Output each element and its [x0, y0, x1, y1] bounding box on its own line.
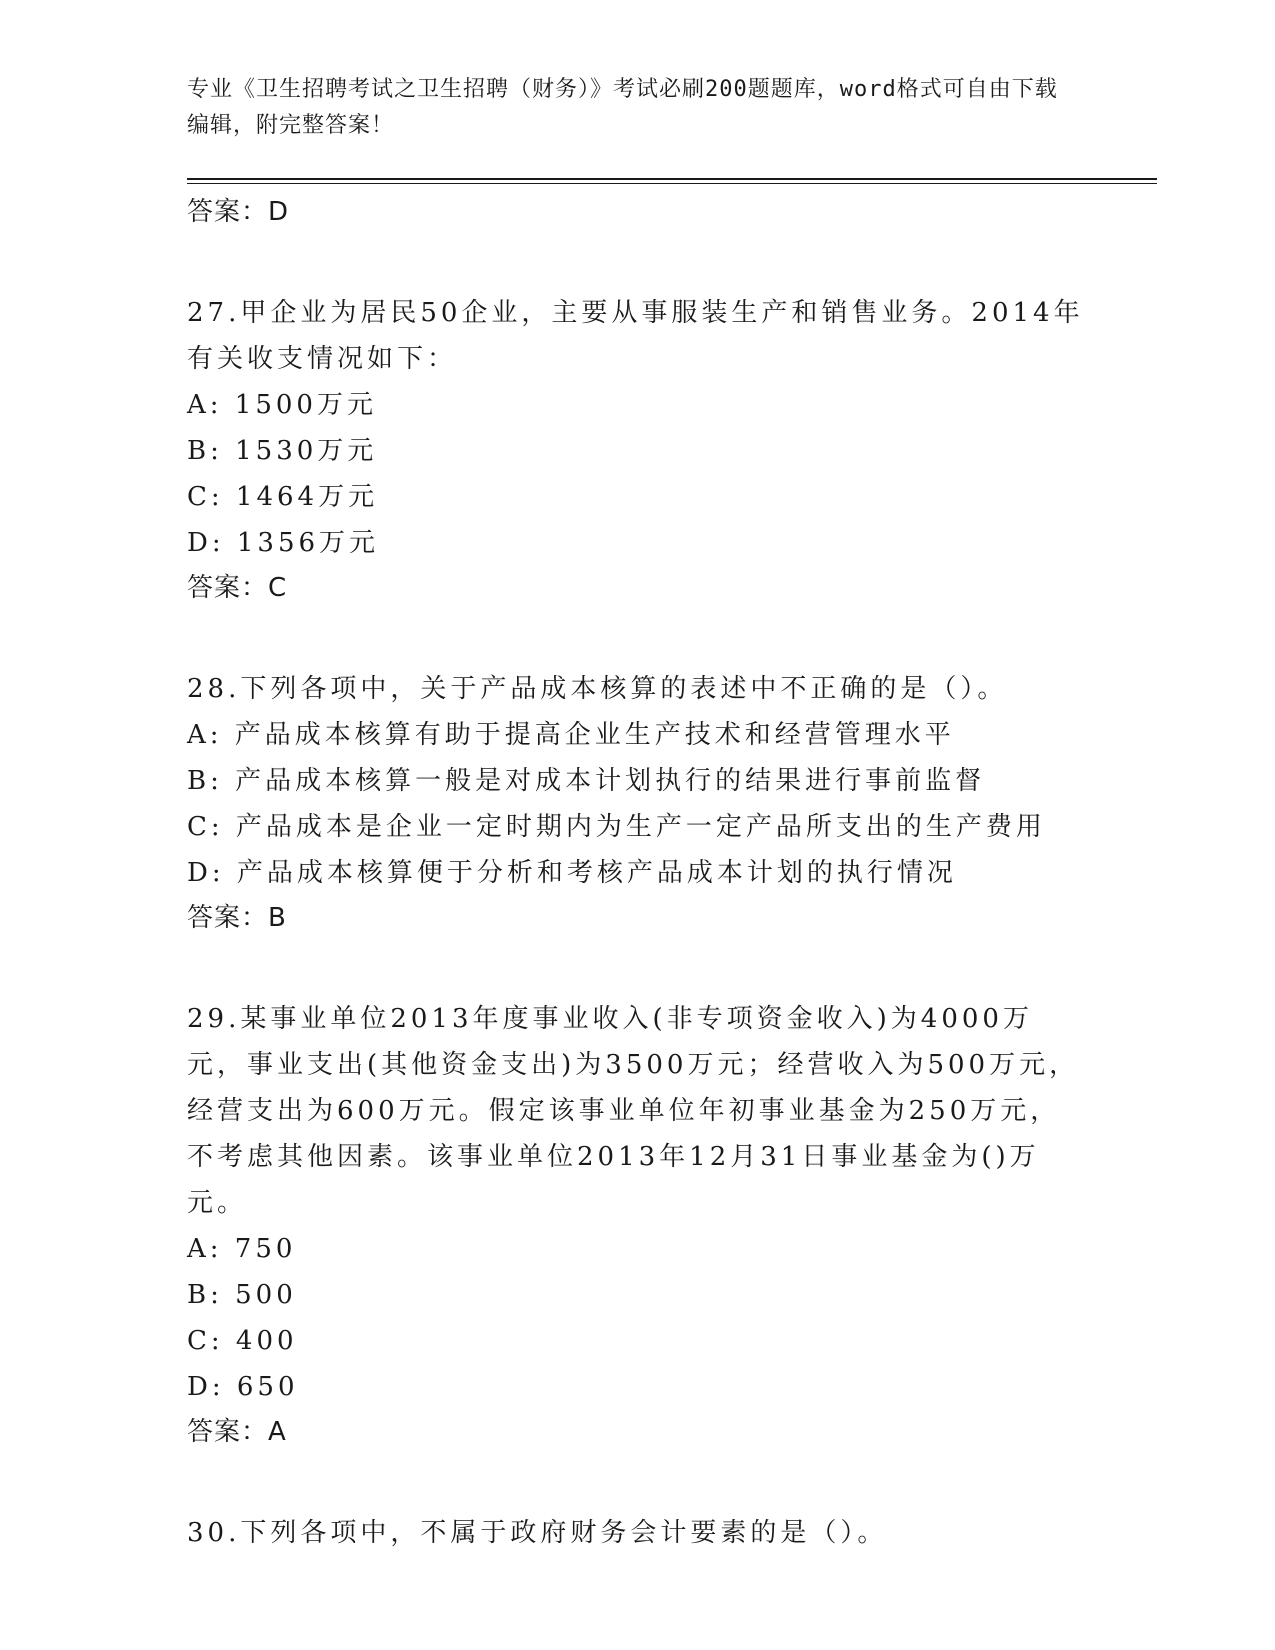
question-29-stem: 29.某事业单位2013年度事业收入(非专项资金收入)为4000万元，事业支出(其他资金支出)为3500万元；经营收入为500万元，经营支出为600万元。假定该事业单位年初事业基金为250万元，不考虑其他因素。该事业单位2013年12月31日事业基金为()万元。 — [187, 1004, 1080, 1218]
question-29-option-a: A: 750 — [187, 1234, 297, 1264]
question-28 — [187, 666, 1087, 940]
answer-28: 答案：B — [187, 903, 287, 933]
header-rule-thick — [187, 178, 1157, 180]
question-28-option-a: A: 产品成本核算有助于提高企业生产技术和经营管理水平 — [187, 720, 955, 750]
question-27-option-c: C: 1464万元 — [187, 482, 379, 512]
question-29-option-b: B: 500 — [187, 1280, 297, 1310]
question-30 — [187, 1510, 1087, 1556]
question-list — [187, 190, 1087, 1556]
question-29-option-c: C: 400 — [187, 1326, 298, 1356]
question-28-option-d: D: 产品成本核算便于分析和考核产品成本计划的执行情况 — [187, 858, 957, 888]
answer-26: 答案：D — [187, 197, 290, 227]
header-rule-thin — [187, 183, 1157, 184]
question-27-option-b: B: 1530万元 — [187, 436, 378, 466]
document-header: 专业《卫生招聘考试之卫生招聘（财务）》考试必刷200题题库，word格式可自由下载编辑，附完整答案！ — [187, 77, 1058, 138]
question-29-option-d: D: 650 — [187, 1372, 299, 1402]
question-27-option-a: A: 1500万元 — [187, 390, 377, 420]
question-27-option-d: D: 1356万元 — [187, 528, 380, 558]
answer-29: 答案：A — [187, 1417, 287, 1447]
question-28-stem: 28.下列各项中，关于产品成本核算的表述中不正确的是（）。 — [187, 674, 1008, 704]
question-27 — [187, 290, 1087, 610]
question-28-option-b: B: 产品成本核算一般是对成本计划执行的结果进行事前监督 — [187, 766, 986, 796]
answer-27: 答案：C — [187, 573, 288, 603]
question-30-stem: 30.下列各项中，不属于政府财务会计要素的是（）。 — [187, 1518, 888, 1548]
question-28-option-c: C: 产品成本是企业一定时期内为生产一定产品所支出的生产费用 — [187, 812, 1046, 842]
question-29 — [187, 996, 1087, 1454]
question-27-stem: 27.甲企业为居民50企业，主要从事服装生产和销售业务。2014年有关收支情况如下： — [187, 298, 1084, 374]
